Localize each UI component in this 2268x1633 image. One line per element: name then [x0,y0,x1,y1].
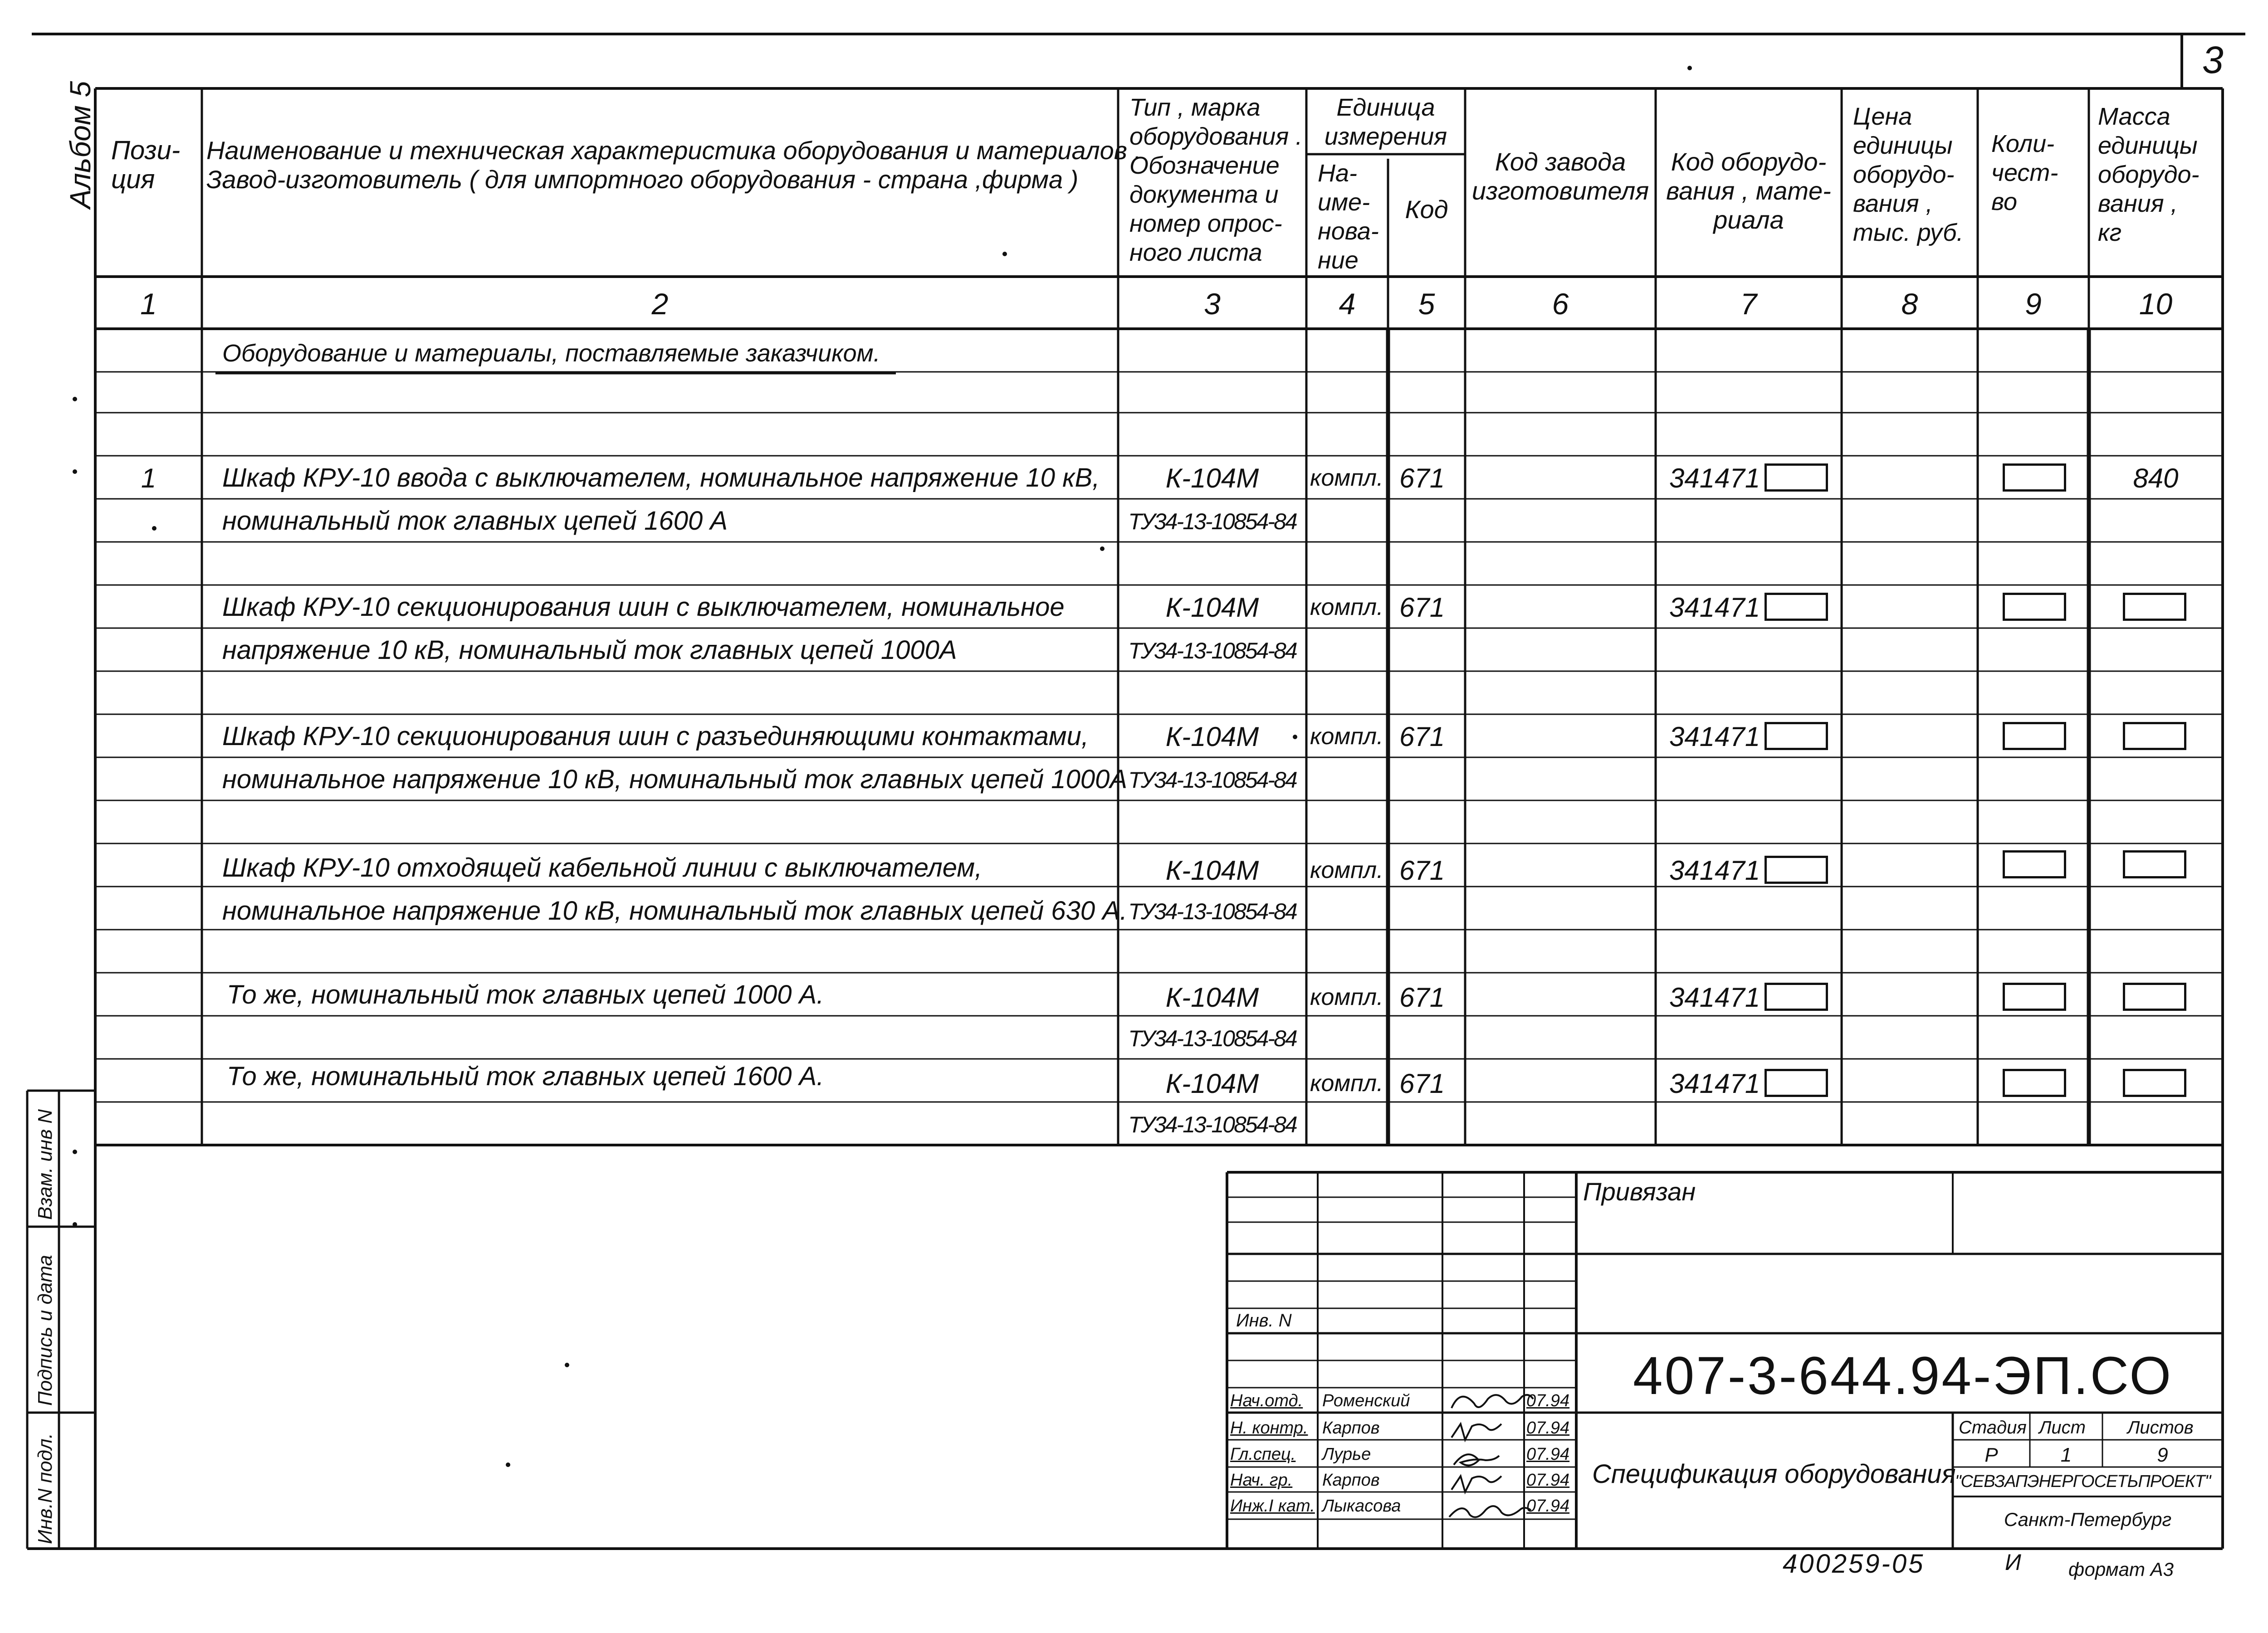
item-type: К-104М [1165,855,1259,886]
stamp-vzam-inv: Взам. инв N [34,1109,56,1220]
col-number: 7 [1740,287,1757,321]
signer-role: Нач. гр. [1230,1471,1293,1490]
sheets-value: 9 [2157,1444,2168,1466]
signer-date: 07.94 [1526,1471,1570,1490]
inv-n-label: Инв. N [1236,1311,1292,1331]
quantity-box [2003,722,2066,750]
header-type: Тип , марка оборудования . Обозначение документа и номер опрос- ного листа [1129,94,1303,266]
sheet-label: Лист [2039,1418,2086,1438]
eq-code-box [1765,983,1828,1011]
stage-label: Стадия [1959,1418,2027,1438]
item-unit: компл. [1310,857,1383,883]
item-unit: компл. [1310,984,1383,1010]
item-eq-code: 341471 [1669,592,1760,623]
signer-role: Гл.спец. [1230,1445,1296,1464]
header-quantity: Коли- чест- во [1991,130,2058,215]
item-code: 671 [1399,463,1445,493]
item-type: К-104М [1165,1068,1259,1099]
item-eq-code: 341471 [1669,855,1760,886]
doc-title: Спецификация оборудования [1592,1459,1956,1489]
item-doc: ТУ34-13-10854-84 [1128,767,1296,793]
item-position: 1 [141,463,156,493]
signer-name: Роменский [1322,1391,1410,1410]
item-eq-code: 341471 [1669,463,1760,493]
mass-box [2123,850,2186,878]
signer-name: Карпов [1322,1471,1380,1490]
mass-box [2123,593,2186,621]
item-name-line2: номинальное напряжение 10 кВ, номинальный ток главных цепей 1000А [222,765,1128,794]
col-number: 5 [1418,287,1435,321]
item-unit: компл. [1310,723,1383,750]
doc-code: 407-3-644.94-ЭП.СО [1633,1346,2173,1406]
item-doc: ТУ34-13-10854-84 [1128,1112,1296,1137]
item-doc: ТУ34-13-10854-84 [1128,899,1296,924]
signer-name: Лурье [1322,1445,1371,1464]
mass-box [2123,1069,2186,1097]
item-doc: ТУ34-13-10854-84 [1128,1026,1296,1051]
col-number: 2 [651,287,669,321]
eq-code-box [1765,593,1828,621]
col-number: 1 [140,287,157,321]
item-name-line1: Шкаф КРУ-10 ввода с выключателем, номинальное напряжение 10 кВ, [222,463,1100,492]
eq-code-box [1765,856,1828,884]
item-name-line1: Шкаф КРУ-10 секционирования шин с разъединяющими контактами, [222,721,1089,751]
col-number: 4 [1339,287,1356,321]
city: Санкт-Петербург [2004,1509,2172,1530]
item-unit: компл. [1310,594,1383,620]
signer-name: Лыкасова [1322,1497,1401,1516]
item-name-line2: номинальное напряжение 10 кВ, номинальный ток главных цепей 630 А. [222,896,1127,926]
header-price: Цена единицы оборудо- вания , тыс. руб. [1853,103,1964,246]
header-unit-name: На- име- нова- ние [1318,160,1379,274]
item-doc: ТУ34-13-10854-84 [1128,509,1296,534]
signer-date: 07.94 [1526,1497,1570,1516]
item-unit: компл. [1310,1070,1383,1097]
item-code: 671 [1399,855,1445,886]
item-eq-code: 341471 [1669,721,1760,752]
eq-code-box [1765,1069,1828,1097]
item-doc: ТУ34-13-10854-84 [1128,638,1296,663]
org-name: "СЕВЗАПЭНЕРГОСЕТЬПРОЕКТ" [1955,1472,2211,1491]
signer-date: 07.94 [1526,1445,1570,1464]
mass-box [2123,722,2186,750]
item-type: К-104М [1165,463,1259,493]
item-name-line2: номинальный ток главных цепей 1600 А [222,506,728,536]
item-code: 671 [1399,982,1445,1013]
header-name: Наименование и техническая характеристика оборудования и материалов . Завод-изготовитель ( для импортного оборудования - страна ,фирма ) [206,136,1142,194]
col-number: 10 [2139,287,2173,321]
item-code: 671 [1399,721,1445,752]
quantity-box [2003,983,2066,1011]
archive-number: 400259-05 [1783,1549,1925,1579]
album-label: Альбом 5 [64,81,97,209]
mass-box [2123,983,2186,1011]
stage-value: Р [1984,1444,1998,1466]
header-unit-code: Код [1405,195,1448,224]
item-type: К-104М [1165,721,1259,752]
quantity-box [2003,1069,2066,1097]
sheet-value: 1 [2060,1444,2072,1466]
privyazan-label: Привязан [1583,1177,1696,1206]
item-name-line2: напряжение 10 кВ, номинальный ток главных цепей 1000А [222,635,957,665]
eq-code-box [1765,463,1828,492]
item-mass: 840 [2133,463,2179,493]
signer-role: Инж.I кат. [1230,1497,1315,1516]
item-eq-code: 341471 [1669,982,1760,1013]
archive-suffix: И [2005,1550,2021,1575]
signer-date: 07.94 [1526,1419,1570,1438]
header-position: Пози- ция [111,136,181,194]
item-code: 671 [1399,1068,1445,1099]
quantity-box [2003,850,2066,878]
stamp-inv-podl: Инв.N подл. [34,1433,56,1544]
item-name-line1: То же, номинальный ток главных цепей 1600 А. [227,1062,824,1091]
col-number: 9 [2025,287,2042,321]
item-name-line1: Шкаф КРУ-10 отходящей кабельной линии с выключателем, [222,853,982,882]
sheet-number: 3 [2202,39,2224,81]
header-unit: Единица измерения [1324,94,1447,150]
item-unit: компл. [1310,465,1383,491]
signer-name: Карпов [1322,1419,1380,1438]
quantity-box [2003,463,2066,492]
item-eq-code: 341471 [1669,1068,1760,1099]
signer-role: Нач.отд. [1230,1391,1303,1410]
item-type: К-104М [1165,982,1259,1013]
eq-code-box [1765,722,1828,750]
signer-date: 07.94 [1526,1391,1570,1410]
quantity-box [2003,593,2066,621]
header-mass: Масса единицы оборудо- вания , кг [2098,103,2200,246]
col-number: 6 [1552,287,1569,321]
section-title: Оборудование и материалы, поставляемые заказчиком. [222,340,880,367]
col-number: 8 [1901,287,1918,321]
signer-role: Н. контр. [1230,1419,1308,1438]
header-equipment-code: Код оборудо- вания , мате- риала [1666,147,1831,234]
format-label: формат А3 [2068,1559,2174,1580]
item-name-line1: Шкаф КРУ-10 секционирования шин с выключателем, номинальное [222,592,1065,622]
item-code: 671 [1399,592,1445,623]
item-type: К-104М [1165,592,1259,623]
sheets-label: Листов [2127,1418,2194,1438]
item-name-line1: То же, номинальный ток главных цепей 1000 А. [227,980,824,1009]
col-number: 3 [1204,287,1221,321]
stamp-podpis-data: Подпись и дата [34,1255,56,1406]
header-factory-code: Код завода изготовителя [1471,147,1649,205]
